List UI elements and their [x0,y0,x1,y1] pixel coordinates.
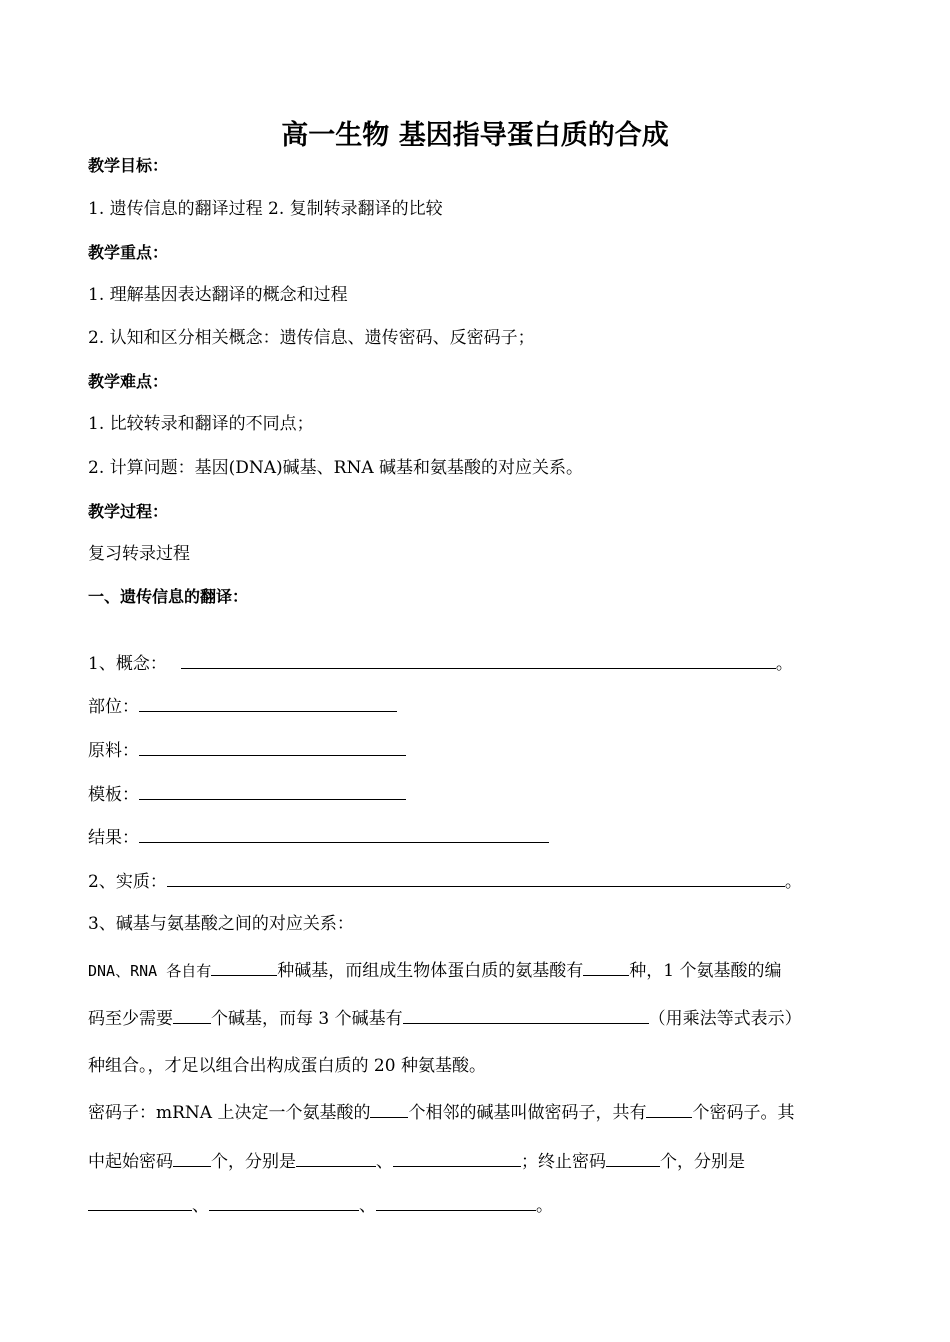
stop-codon-3-blank[interactable] [376,1193,536,1211]
codon-sep-1: 、 [376,1152,393,1172]
codon-text-g: 个，分别是 [660,1152,745,1172]
site-label: 部位： [88,697,139,717]
codon-sep-3: 、 [359,1196,376,1216]
site-blank[interactable] [139,694,397,712]
codon-text-c: 个密码子。其 [692,1103,795,1123]
relation-line-1 [88,958,781,983]
difficulties-heading: 教学难点： [88,372,169,391]
start-codon-2-blank[interactable] [393,1149,521,1167]
result-row [88,825,549,850]
concept-row [88,651,793,676]
concept-label: 1、概念： [88,654,167,674]
teaching-goals-heading: 教学目标： [88,156,169,175]
key-points-line-2: 2. 认知和区分相关概念：遗传信息、遗传密码、反密码子； [88,328,535,348]
template-label: 模板： [88,785,139,805]
codon-text-b: 个相邻的碱基叫做密码子，共有 [408,1103,647,1123]
relation-text-f: （用乘法等式表示） [648,1009,802,1029]
stop-codon-count-blank[interactable] [606,1149,660,1167]
stop-codon-1-blank[interactable] [88,1193,192,1211]
essence-end-mark: 。 [784,872,802,892]
difficulties-line-2: 2. 计算问题：基因(DNA)碱基、RNA 碱基和氨基酸的对应关系。 [88,458,584,478]
material-blank[interactable] [139,738,406,756]
codon-line-1 [88,1100,794,1125]
concept-end-mark: 。 [775,654,793,674]
base-count-blank[interactable] [211,958,277,976]
codon-sep-2: 、 [192,1196,209,1216]
start-codon-count-blank[interactable] [173,1149,211,1167]
difficulties-line-1: 1. 比较转录和翻译的不同点； [88,414,314,434]
codon-text-a: 密码子：mRNA 上决定一个氨基酸的 [88,1103,371,1123]
result-label: 结果： [88,828,139,848]
essence-label: 2、实质： [88,872,167,892]
stop-codon-2-blank[interactable] [209,1193,359,1211]
combination-blank[interactable] [403,1006,649,1024]
relation-text-e: 个碱基，而每 3 个碱基有 [211,1009,403,1029]
concept-blank[interactable] [181,651,776,669]
codon-line-2 [88,1149,745,1174]
amino-acid-count-blank[interactable] [583,958,629,976]
key-points-heading: 教学重点： [88,243,169,262]
essence-blank[interactable] [167,869,785,887]
material-label: 原料： [88,741,139,761]
page-title: 高一生物 基因指导蛋白质的合成 [281,120,669,151]
site-row [88,694,397,719]
template-row [88,782,406,807]
relation-text-c: 种，1 个氨基酸的编 [629,961,782,981]
codon-text-f: ；终止密码 [521,1152,606,1172]
teaching-goals-line-1: 1. 遗传信息的翻译过程 2. 复制转录翻译的比较 [88,199,443,219]
key-points-line-1: 1. 理解基因表达翻译的概念和过程 [88,285,348,305]
essence-row [88,869,802,894]
section-1-heading: 一、遗传信息的翻译： [88,587,249,606]
min-bases-blank[interactable] [173,1006,211,1024]
template-blank[interactable] [139,782,406,800]
relation-text-d: 码至少需要 [88,1009,173,1029]
codon-total-blank[interactable] [646,1100,692,1118]
codon-text-d: 中起始密码 [88,1152,173,1172]
material-row [88,738,406,763]
relation-label: 3、碱基与氨基酸之间的对应关系： [88,914,354,934]
result-blank[interactable] [139,825,549,843]
review-line: 复习转录过程 [88,544,190,564]
relation-text-b: 种碱基，而组成生物体蛋白质的氨基酸有 [277,961,584,981]
start-codon-1-blank[interactable] [296,1149,376,1167]
relation-line-3: 种组合。，才足以组合出构成蛋白质的 20 种氨基酸。 [88,1056,486,1076]
codon-base-count-blank[interactable] [370,1100,408,1118]
relation-line-2 [88,1006,802,1031]
codon-line-3 [88,1193,553,1218]
codon-end-mark: 。 [536,1196,553,1216]
relation-text-a: DNA、RNA 各自有 [88,962,212,980]
codon-text-e: 个，分别是 [211,1152,296,1172]
process-heading: 教学过程： [88,502,169,521]
